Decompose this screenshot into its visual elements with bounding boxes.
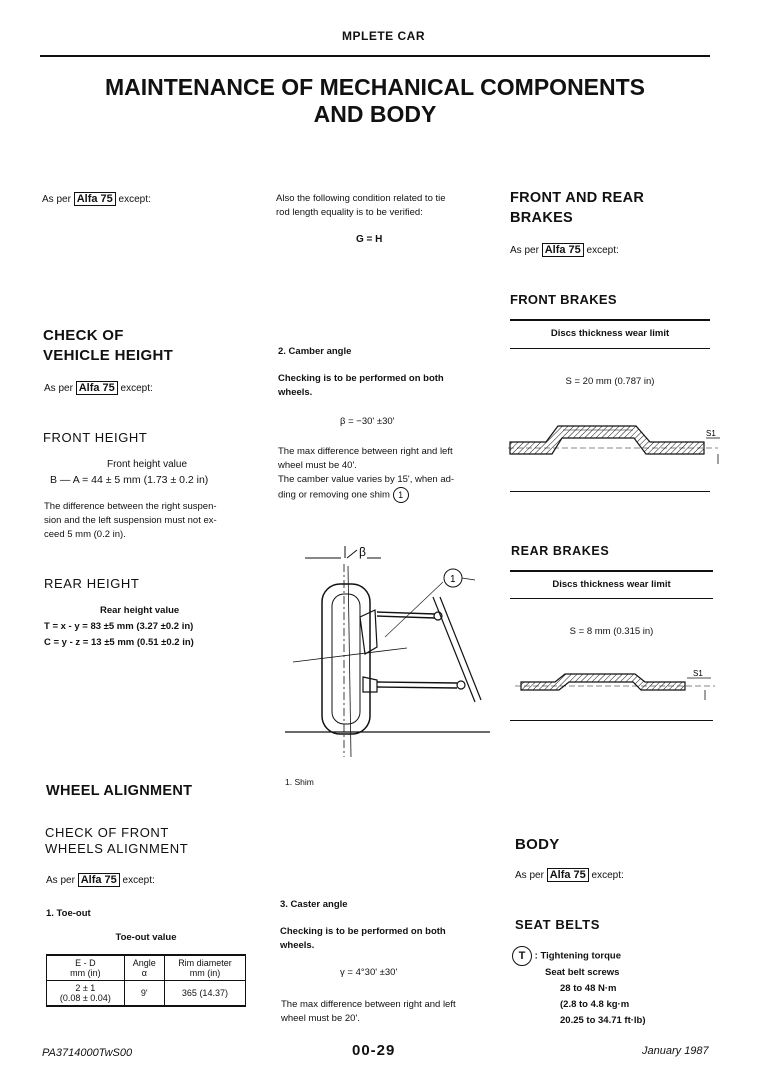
body-as-per: As per Alfa 75 except: <box>515 869 624 881</box>
model-box: Alfa 75 <box>542 243 584 257</box>
col-ed: E - D mm (in) <box>47 955 125 981</box>
brakes-as-per: As per Alfa 75 except: <box>510 244 619 256</box>
rear-disc-wear-title: Discs thickness wear limit <box>552 579 671 590</box>
camber-difference: The max difference between right and left wheel must be 40'. The camber value varies by 15', when ad- ding or removing one shim 1 <box>278 445 454 503</box>
rear-height-value-title: Rear height value <box>100 605 180 616</box>
col-angle: Angle α <box>124 955 164 981</box>
brakes-heading: FRONT AND REAR BRAKES <box>510 190 645 226</box>
toe-out-title: Toe-out value <box>115 932 177 943</box>
shim-reference: 1 <box>393 487 409 503</box>
camber-diagram <box>285 542 490 767</box>
tie-rod-formula: G = H <box>356 234 383 245</box>
divider <box>510 598 713 599</box>
model-box: Alfa 75 <box>547 868 589 882</box>
title-line-2: AND BODY <box>313 101 437 127</box>
front-height-formula: B — A = 44 ± 5 mm (1.73 ± 0.2 in) <box>50 474 209 486</box>
title-line-1: MAINTENANCE OF MECHANICAL COMPONENTS <box>104 74 646 100</box>
divider <box>510 348 710 349</box>
front-brakes-heading: FRONT BRAKES <box>510 292 617 307</box>
camber-check: Checking is to be performed on both wheels. <box>278 373 444 398</box>
rear-height-formula-t: T = x - y = 83 ±5 mm (3.27 ±0.2 in) <box>44 621 194 632</box>
table-header-row <box>47 955 246 981</box>
beta-label: β <box>359 545 366 559</box>
toe-out-table <box>46 954 246 1007</box>
front-disc-wear-value: S = 20 mm (0.787 in) <box>565 376 655 387</box>
vehicle-height-as-per: As per Alfa 75 except: <box>44 382 153 394</box>
divider <box>510 319 710 321</box>
caster-heading: 3. Caster angle <box>280 899 348 910</box>
page-number: 00-29 <box>352 1042 396 1059</box>
caster-difference: The max difference between right and left wheel must be 20'. <box>281 999 456 1024</box>
toe-out-heading: 1. Toe-out <box>46 908 91 919</box>
rear-height-heading: REAR HEIGHT <box>44 576 140 591</box>
rear-brakes-heading: REAR BRAKES <box>511 544 610 558</box>
divider <box>510 491 710 492</box>
tire-outline <box>322 584 370 734</box>
running-header: MPLETE CAR <box>342 29 425 43</box>
camber-formula: β = −30' ±30' <box>340 416 395 427</box>
seat-belts-heading: SEAT BELTS <box>515 917 600 932</box>
model-box: Alfa 75 <box>74 192 116 206</box>
front-disc-wear-title: Discs thickness wear limit <box>550 328 670 339</box>
intro-as-per: As per Alfa 75 except: <box>42 193 151 205</box>
front-height-note: The difference between the right suspen- sion and the left suspension must not ex- ceed 5 mm (0.2 in). <box>44 501 217 540</box>
col-rim: Rim diameter mm (in) <box>164 955 245 981</box>
model-box: Alfa 75 <box>76 381 118 395</box>
rear-disc-diagram <box>515 668 720 704</box>
disc-section <box>521 674 685 690</box>
caster-formula: γ = 4°30' ±30' <box>340 967 398 978</box>
torque-icon: T <box>512 946 532 966</box>
check-front-alignment-heading: CHECK OF FRONT WHEELS ALIGNMENT <box>45 825 189 856</box>
vehicle-height-heading: CHECK OF VEHICLE HEIGHT <box>43 327 174 364</box>
body-heading: BODY <box>515 836 560 853</box>
rear-disc-wear-value: S = 8 mm (0.315 in) <box>569 626 654 637</box>
publication-date: January 1987 <box>642 1045 709 1057</box>
caster-check: Checking is to be performed on both wheels. <box>280 926 446 951</box>
front-height-heading: FRONT HEIGHT <box>43 430 148 445</box>
front-s1-label: S1 <box>706 429 716 438</box>
alignment-as-per: As per Alfa 75 except: <box>46 874 155 886</box>
divider <box>510 720 713 721</box>
rear-height-formula-c: C = y - z = 13 ±5 mm (0.51 ±0.2 in) <box>44 637 194 648</box>
table-row: 2 ± 1 (0.08 ± 0.04) 9' 365 (14.37) <box>47 981 246 1007</box>
document-code: PA3714000TwS00 <box>42 1047 133 1059</box>
header-rule <box>40 55 710 57</box>
diagram-caption: 1. Shim <box>285 777 314 787</box>
rear-s1-label: S1 <box>693 669 703 678</box>
shim-callout: 1 <box>450 574 456 585</box>
front-disc-diagram <box>508 418 723 468</box>
wheel-alignment-heading: WHEEL ALIGNMENT <box>46 783 193 799</box>
page-title <box>40 74 710 128</box>
divider <box>510 570 713 572</box>
torque-spec: T : Tightening torque Seat belt screws 28 to 48 N·m (2.8 to 4.8 kg·m 20.25 to 34.71 ft·lb) <box>512 946 646 1028</box>
camber-heading: 2. Camber angle <box>278 346 352 357</box>
front-height-value-title: Front height value <box>106 459 188 470</box>
model-box: Alfa 75 <box>78 873 120 887</box>
tie-rod-text: Also the following condition related to tie rod length equality is to be verified: <box>276 193 446 218</box>
